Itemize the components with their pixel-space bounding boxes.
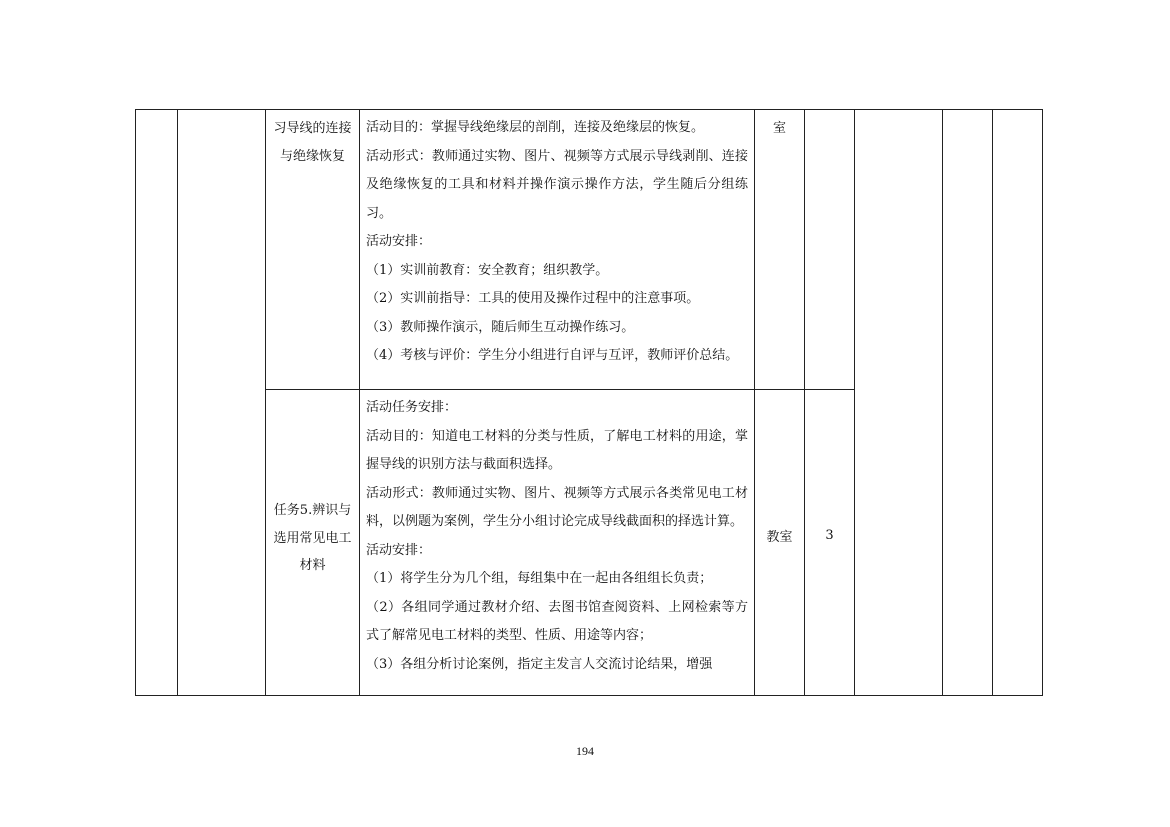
task-title-cell <box>266 390 360 696</box>
content-line: 活动安排： <box>366 542 432 558</box>
location-text: 室 <box>772 121 786 136</box>
course-plan-table <box>135 109 1043 696</box>
content-line: 活动形式：教师通过实物、图片、视频等方式展示导线剥削、连接及绝缘恢复的工具和材料并操作演示操作方法，学生随后分组练习。 <box>366 148 748 221</box>
content-line: （3）各组分析讨论案例，指定主发言人交流讨论结果，增强 <box>366 656 713 672</box>
content-line: （2）各组同学通过教材介绍、去图书馆查阅资料、上网检索等方式了解常见电工材料的类型、性质、用途等内容； <box>366 599 748 643</box>
hours-text: 3 <box>825 527 834 543</box>
content-line: 活动目的：掌握导线绝缘层的剖削，连接及绝缘层的恢复。 <box>366 120 705 135</box>
content-line: 活动安排： <box>366 234 432 249</box>
notes-cell <box>993 110 1043 696</box>
content-line: 活动任务安排： <box>366 400 458 415</box>
location-cell <box>755 110 805 390</box>
page-number: 194 <box>576 744 594 758</box>
task-title: 任务5.辨识与选用常见电工材料 <box>273 502 352 574</box>
module-number-cell <box>136 110 178 696</box>
task-title: 习导线的连接与绝缘恢复 <box>273 121 352 164</box>
location-text: 教室 <box>766 529 793 545</box>
content-line: （4）考核与评价：学生分小组进行自评与互评，教师评价总结。 <box>366 348 739 363</box>
content-line: 活动目的：知道电工材料的分类与性质，了解电工材料的用途，掌握导线的识别方法与截面积选择。 <box>366 428 748 472</box>
evaluation-cell <box>855 110 943 696</box>
location-cell <box>755 390 805 696</box>
content-line: （1）将学生分为几个组，每组集中在一起由各组组长负责； <box>366 571 713 586</box>
table-row <box>136 110 1043 390</box>
remarks-cell <box>943 110 993 696</box>
activity-content-cell <box>360 390 755 696</box>
module-name-cell <box>178 110 266 696</box>
hours-cell <box>805 110 855 390</box>
content-line: 活动形式：教师通过实物、图片、视频等方式展示各类常见电工材料，以例题为案例，学生分小组讨论完成导线截面积的择选计算。 <box>366 485 748 529</box>
content-line: （3）教师操作演示，随后师生互动操作练习。 <box>366 319 635 335</box>
hours-cell <box>805 390 855 696</box>
task-title-cell <box>266 110 360 390</box>
content-line: （2）实训前指导：工具的使用及操作过程中的注意事项。 <box>366 291 700 306</box>
content-line: （1）实训前教育：安全教育；组织教学。 <box>366 262 609 278</box>
activity-content-cell <box>360 110 755 390</box>
